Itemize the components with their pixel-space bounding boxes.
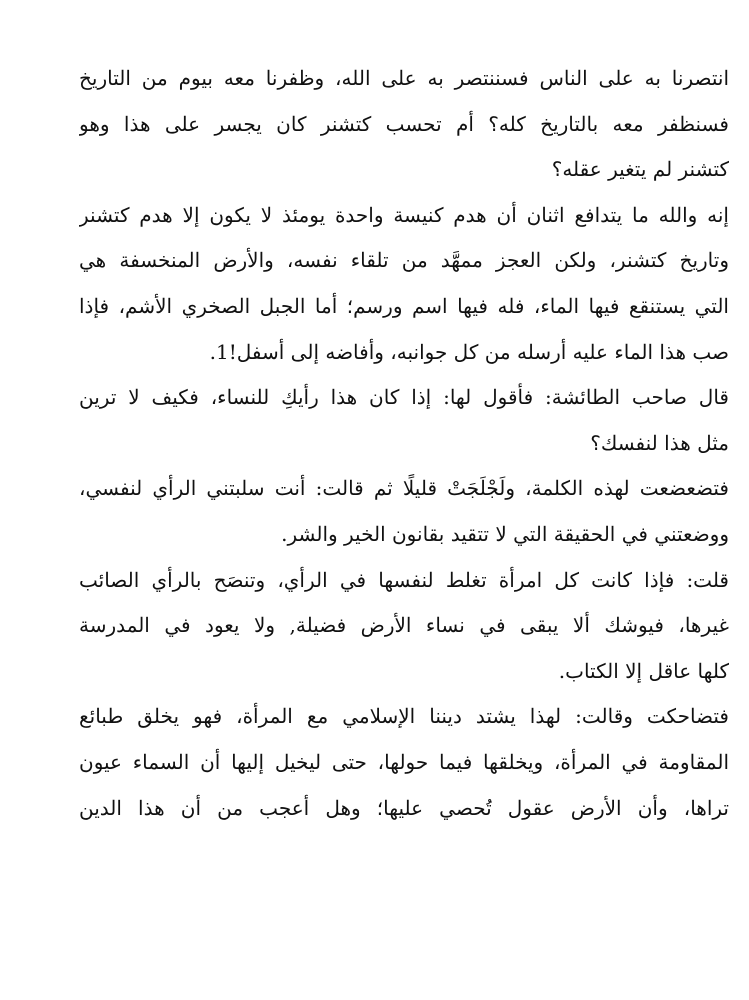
text-line: التي يستنقع فيها الماء، فله فيها اسم ورسم؛ أما الجبل الصخري الأشم، فإذا <box>79 293 729 318</box>
text-line: ووضعتني في الحقيقة التي لا تتقيد بقانون الخير والشر. <box>281 521 729 546</box>
body-text <box>79 56 729 831</box>
text-line: إنه والله ما يتدافع اثنان أن هدم كنيسة واحدة يومئذ لا يكون إلا هدم كتشنر <box>79 202 729 227</box>
text-line: كلها عاقل إلا الكتاب. <box>558 658 729 683</box>
text-line: انتصرنا به على الناس فسننتصر به على الله، وظفرنا معه بيوم من التاريخ <box>79 66 729 90</box>
text-line: قال صاحب الطائشة: فأقول لها: إذا كان هذا رأيكِ للنساء، فكيف لا ترين <box>79 385 729 410</box>
text-line: فتضاحكت وقالت: لهذا يشتد ديننا الإسلامي مع المرأة، فهو يخلق طبائع <box>79 704 729 729</box>
text-line: صب هذا الماء عليه أرسله من كل جوانبه، وأفاضه إلى أسفل!1. <box>209 339 729 364</box>
text-line: غيرها، فيوشك ألا يبقى في نساء الأرض فضيلة, ولا يعود في المدرسة <box>79 613 729 638</box>
text-line: فتضعضعت لهذه الكلمة، ولَجْلَجَتْ قليلًا ثم قالت: أنت سلبتني الرأي لنفسي، <box>79 476 729 501</box>
text-line: فسنظفر معه بالتاريخ كله؟ أم تحسب كتشنر كان يجسر على هذا وهو <box>79 111 729 136</box>
text-line: تراها، وأن الأرض عقول تُحصي عليها؛ وهل أعجب من أن هذا الدين <box>79 795 729 820</box>
text-line: كتشنر لم يتغير عقله؟ <box>551 157 729 182</box>
text-line: قلت: فإذا كانت كل امرأة تغلط لنفسها في الرأي، وتنصَح بالرأي الصائب <box>79 567 729 592</box>
text-line: وتاريخ كتشنر، ولكن العجز ممهَّد من تلقاء نفسه، والأرض المنخسفة هي <box>79 248 729 273</box>
text-line: المقاومة في المرأة، ويخلقها فيما حولها، حتى ليخيل إليها أن السماء عيون <box>79 749 729 774</box>
text-line: مثل هذا لنفسك؟ <box>590 430 729 455</box>
